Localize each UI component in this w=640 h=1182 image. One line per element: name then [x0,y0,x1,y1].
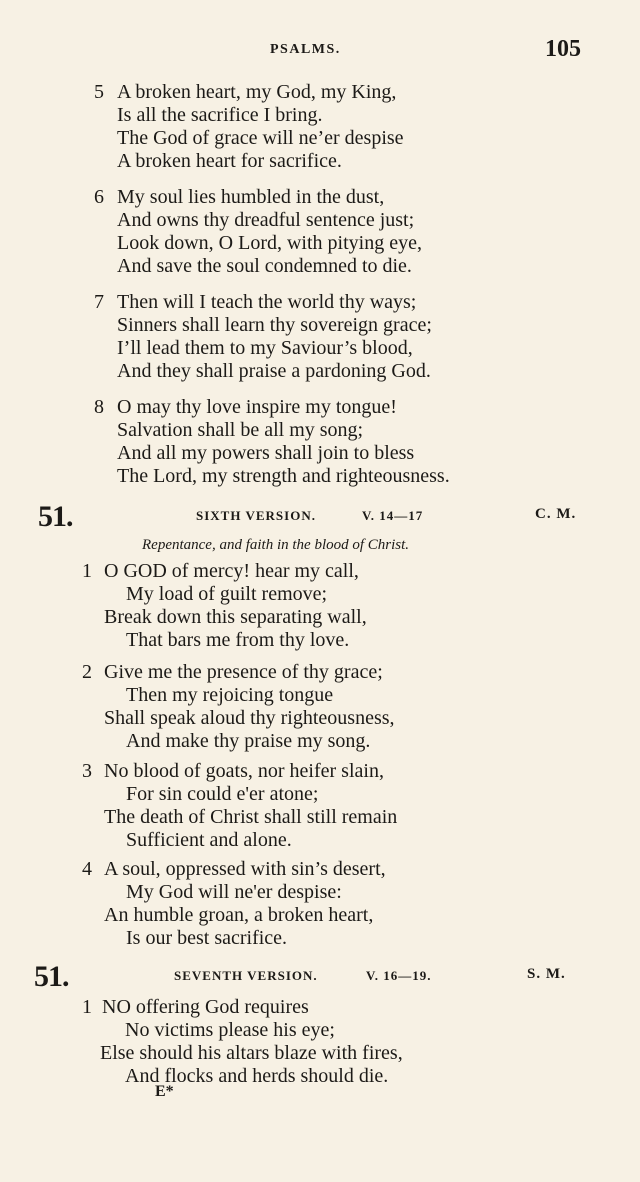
stanza-number: 7 [94,291,104,313]
version-title: SEVENTH VERSION. [174,968,318,983]
verse-line: That bars me from thy love. [126,629,350,651]
verse-line: I’ll lead them to my Saviour’s blood, [117,337,413,359]
verse-line: NO offering God requires [102,996,309,1018]
verse-line: The death of Christ shall still remain [104,806,398,828]
verse-line: Salvation shall be all my song; [117,419,364,441]
stanza-number: 3 [82,760,92,782]
verse-line: Break down this separating wall, [104,606,367,628]
stanza-7 [0,291,640,383]
verse-line: And make thy praise my song. [126,730,371,752]
verse-range: V. 16—19. [366,968,432,983]
stanza-number: 4 [82,858,92,880]
psalm-number: 51. [34,960,69,993]
verse-line: O GOD of mercy! hear my call, [104,560,359,582]
stanza-8 [0,396,640,488]
stanza-b3 [0,760,640,852]
page-number: 105 [545,36,581,62]
psalm-header-sixth-version [0,500,640,533]
verse-line: A broken heart, my God, my King, [117,81,397,103]
verse-line: And save the soul condemned to die. [117,255,412,277]
running-title: PSALMS. [270,42,341,57]
stanza-number: 8 [94,396,104,418]
verse-line: Is all the sacrifice I bring. [117,104,323,126]
verse-line: An humble groan, a broken heart, [104,904,374,926]
verse-line: No blood of goats, nor heifer slain, [104,760,384,782]
stanza-number: 2 [82,661,92,683]
stanza-number: 5 [94,81,104,103]
stanza-number: 1 [82,996,92,1018]
stanza-c1 [0,996,640,1088]
stanza-5 [0,81,640,173]
verse-line: And they shall praise a pardoning God. [117,360,431,382]
psalm-subtitle: Repentance, and faith in the blood of Christ. [142,537,410,553]
meter: C. M. [535,506,577,522]
verse-line: Shall speak aloud thy righteousness, [104,707,395,729]
stanza-b4 [0,858,640,950]
verse-line: For sin could e'er atone; [126,783,319,805]
verse-line: Then will I teach the world thy ways; [117,291,417,313]
verse-line: O may thy love inspire my tongue! [117,396,397,418]
verse-line: Give me the presence of thy grace; [104,661,383,683]
verse-line: And all my powers shall join to bless [117,442,415,464]
verse-line: Sinners shall learn thy sovereign grace; [117,314,432,336]
psalm-header-seventh-version [0,960,640,993]
verse-line: A broken heart for sacrifice. [117,150,342,172]
verse-range: V. 14—17 [362,508,424,523]
psalm-number: 51. [38,500,73,533]
stanza-number: 6 [94,186,104,208]
meter: S. M. [527,966,566,982]
stanza-number: 1 [82,560,92,582]
verse-line: The God of grace will ne’er despise [117,127,404,149]
running-head [0,36,640,64]
verse-line: Then my rejoicing tongue [126,684,334,706]
stanza-b2 [0,661,640,753]
stanza-b1 [0,560,640,652]
verse-line: My soul lies humbled in the dust, [117,186,385,208]
stanza-6 [0,186,640,278]
verse-line: And owns thy dreadful sentence just; [117,209,415,231]
verse-line: Sufficient and alone. [126,829,292,851]
verse-line: Is our best sacrifice. [126,927,288,949]
verse-line: No victims please his eye; [125,1019,335,1041]
verse-line: Else should his altars blaze with fires, [100,1042,403,1064]
verse-line: My God will ne'er despise: [126,881,342,903]
verse-line: And flocks and herds should die. [125,1065,389,1087]
verse-line: The Lord, my strength and righteousness. [117,465,450,487]
verse-line: Look down, O Lord, with pitying eye, [117,232,422,254]
verse-line: My load of guilt remove; [126,583,328,605]
signature-mark: E* [155,1083,174,1100]
verse-line: A soul, oppressed with sin’s desert, [104,858,386,880]
version-title: SIXTH VERSION. [196,508,316,523]
